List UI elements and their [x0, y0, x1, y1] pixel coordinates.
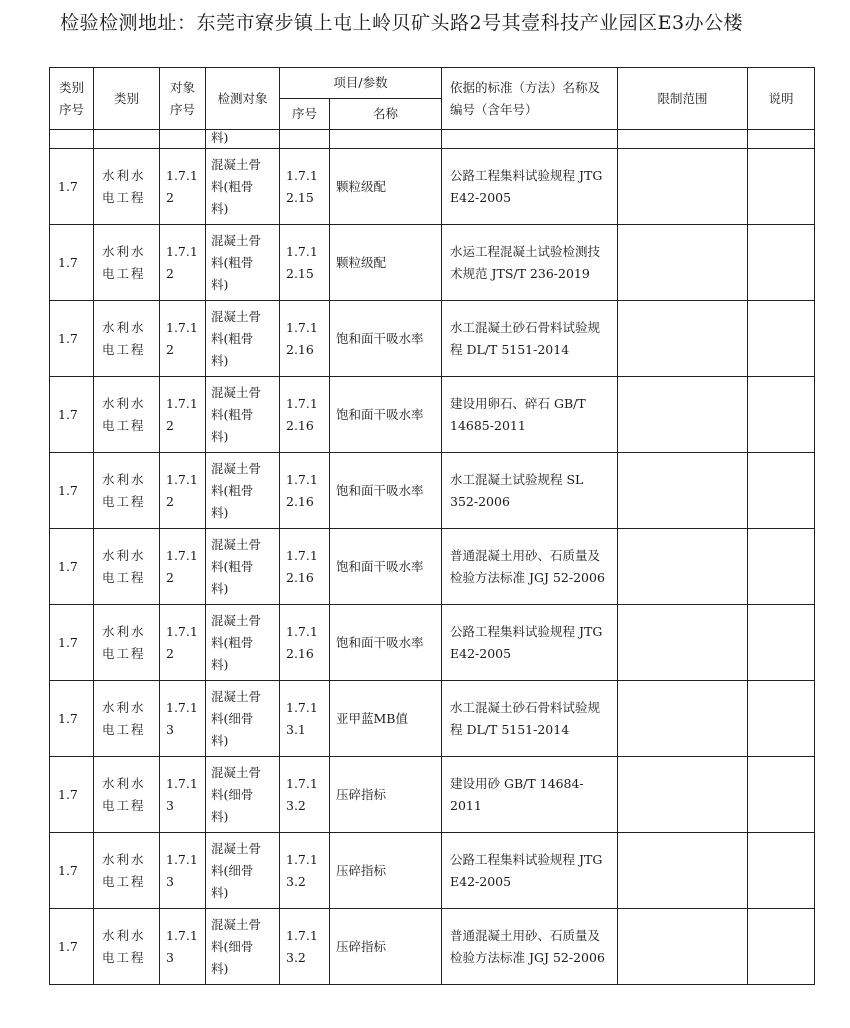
- cell-object-number: 1.7.1 2: [160, 453, 206, 529]
- cell-parameter-name: 颗粒级配: [330, 149, 442, 225]
- cell-category-number: 1.7: [50, 757, 94, 833]
- cell-parameter-number: 1.7.1 2.16: [280, 605, 330, 681]
- cell-category: 水利水 电工程: [94, 529, 160, 605]
- cell-object-number: 1.7.1 3: [160, 681, 206, 757]
- header-note: 说明: [748, 68, 815, 130]
- cell-test-object: 混凝土骨 料(粗骨 料): [206, 149, 280, 225]
- cell-note: [748, 301, 815, 377]
- cell-category-number: 1.7: [50, 909, 94, 985]
- cell-object-number: 1.7.1 3: [160, 757, 206, 833]
- table-row: [50, 681, 815, 757]
- table-row: [50, 833, 815, 909]
- cell-standard: 公路工程集料试验规程 JTG E42-2005: [442, 149, 618, 225]
- cell-standard: 建设用砂 GB/T 14684-2011: [442, 757, 618, 833]
- table-row: [50, 149, 815, 225]
- cell-parameter-number: 1.7.1 2.16: [280, 529, 330, 605]
- cell-category: 水利水 电工程: [94, 377, 160, 453]
- cell-parameter-name: 饱和面干吸水率: [330, 529, 442, 605]
- cell-standard: 水运工程混凝土试验检测技 术规范 JTS/T 236-2019: [442, 225, 618, 301]
- continuation-object-text: 料): [206, 130, 280, 149]
- cell-note: [748, 833, 815, 909]
- cell-limit-scope: [618, 833, 748, 909]
- cell-object-number: 1.7.1 2: [160, 225, 206, 301]
- cell-parameter-number: 1.7.1 2.16: [280, 301, 330, 377]
- page-title: 检验检测地址：东莞市寮步镇上屯上岭贝矿头路2号其壹科技产业园区E3办公楼: [60, 12, 744, 34]
- cell-test-object: 混凝土骨 料(细骨 料): [206, 681, 280, 757]
- cell-object-number: 1.7.1 2: [160, 529, 206, 605]
- cell-category: 水利水 电工程: [94, 681, 160, 757]
- cell-category-number: 1.7: [50, 225, 94, 301]
- cell-limit-scope: [618, 757, 748, 833]
- cell-category-number: 1.7: [50, 605, 94, 681]
- cell-parameter-name: 饱和面干吸水率: [330, 301, 442, 377]
- cell-limit-scope: [618, 225, 748, 301]
- header-category-number: 类别 序号: [50, 68, 94, 130]
- cell-test-object: 混凝土骨 料(粗骨 料): [206, 529, 280, 605]
- cell-category-number: 1.7: [50, 681, 94, 757]
- header-object-number: 对象 序号: [160, 68, 206, 130]
- cell-test-object: 混凝土骨 料(粗骨 料): [206, 377, 280, 453]
- cell-parameter-number: 1.7.1 3.2: [280, 833, 330, 909]
- cell-standard: 公路工程集料试验规程 JTG E42-2005: [442, 605, 618, 681]
- cell-limit-scope: [618, 301, 748, 377]
- cell-parameter-number: 1.7.1 3.2: [280, 909, 330, 985]
- table-row: [50, 757, 815, 833]
- cell-limit-scope: [618, 909, 748, 985]
- cell-note: [748, 377, 815, 453]
- cell-parameter-name: 压碎指标: [330, 757, 442, 833]
- header-category: 类别: [94, 68, 160, 130]
- cell-limit-scope: [618, 681, 748, 757]
- cell-note: [748, 453, 815, 529]
- cell-object-number: 1.7.1 2: [160, 301, 206, 377]
- cell-category: 水利水 电工程: [94, 149, 160, 225]
- cell-standard: 普通混凝土用砂、石质量及 检验方法标准 JGJ 52-2006: [442, 909, 618, 985]
- cell-category: 水利水 电工程: [94, 301, 160, 377]
- cell-limit-scope: [618, 605, 748, 681]
- cell-note: [748, 757, 815, 833]
- table-header-row: [50, 68, 815, 99]
- cell-test-object: 混凝土骨 料(粗骨 料): [206, 605, 280, 681]
- cell-category-number: 1.7: [50, 149, 94, 225]
- cell-object-number: 1.7.1 3: [160, 909, 206, 985]
- cell-standard: 水工混凝土砂石骨料试验规 程 DL/T 5151-2014: [442, 681, 618, 757]
- table-row: [50, 301, 815, 377]
- header-parameter-number: 序号: [280, 99, 330, 130]
- cell-category: 水利水 电工程: [94, 225, 160, 301]
- cell-test-object: 混凝土骨 料(粗骨 料): [206, 225, 280, 301]
- cell-parameter-number: 1.7.1 3.2: [280, 757, 330, 833]
- cell-limit-scope: [618, 377, 748, 453]
- cell-parameter-name: 颗粒级配: [330, 225, 442, 301]
- cell-test-object: 混凝土骨 料(细骨 料): [206, 909, 280, 985]
- cell-parameter-number: 1.7.1 2.16: [280, 377, 330, 453]
- cell-parameter-name: 饱和面干吸水率: [330, 605, 442, 681]
- continuation-row: [50, 130, 815, 149]
- cell-parameter-name: 亚甲蓝MB值: [330, 681, 442, 757]
- header-parameter-name: 名称: [330, 99, 442, 130]
- cell-parameter-number: 1.7.1 3.1: [280, 681, 330, 757]
- cell-object-number: 1.7.1 3: [160, 833, 206, 909]
- cell-standard: 水工混凝土砂石骨料试验规 程 DL/T 5151-2014: [442, 301, 618, 377]
- header-standard: 依据的标准（方法）名称及 编号（含年号）: [442, 68, 618, 130]
- cell-note: [748, 909, 815, 985]
- cell-parameter-name: 饱和面干吸水率: [330, 377, 442, 453]
- cell-parameter-number: 1.7.1 2.16: [280, 453, 330, 529]
- cell-test-object: 混凝土骨 料(细骨 料): [206, 833, 280, 909]
- cell-category-number: 1.7: [50, 377, 94, 453]
- cell-parameter-number: 1.7.1 2.15: [280, 225, 330, 301]
- cell-category: 水利水 电工程: [94, 453, 160, 529]
- cell-note: [748, 681, 815, 757]
- cell-note: [748, 225, 815, 301]
- cell-object-number: 1.7.1 2: [160, 605, 206, 681]
- cell-standard: 水工混凝土试验规程 SL 352-2006: [442, 453, 618, 529]
- table-row: [50, 225, 815, 301]
- header-parameter-group: 项目/参数: [280, 68, 442, 99]
- cell-category-number: 1.7: [50, 453, 94, 529]
- cell-note: [748, 605, 815, 681]
- inspection-scope-table: [49, 67, 815, 985]
- cell-limit-scope: [618, 529, 748, 605]
- cell-limit-scope: [618, 149, 748, 225]
- cell-object-number: 1.7.1 2: [160, 377, 206, 453]
- cell-standard: 建设用卵石、碎石 GB/T 14685-2011: [442, 377, 618, 453]
- cell-test-object: 混凝土骨 料(粗骨 料): [206, 301, 280, 377]
- table-row: [50, 605, 815, 681]
- cell-parameter-name: 压碎指标: [330, 909, 442, 985]
- table-row: [50, 909, 815, 985]
- cell-category-number: 1.7: [50, 833, 94, 909]
- cell-category-number: 1.7: [50, 301, 94, 377]
- cell-standard: 普通混凝土用砂、石质量及 检验方法标准 JGJ 52-2006: [442, 529, 618, 605]
- table-row: [50, 377, 815, 453]
- cell-category: 水利水 电工程: [94, 605, 160, 681]
- cell-parameter-name: 压碎指标: [330, 833, 442, 909]
- cell-category: 水利水 电工程: [94, 757, 160, 833]
- header-test-object: 检测对象: [206, 68, 280, 130]
- cell-test-object: 混凝土骨 料(细骨 料): [206, 757, 280, 833]
- cell-parameter-number: 1.7.1 2.15: [280, 149, 330, 225]
- cell-parameter-name: 饱和面干吸水率: [330, 453, 442, 529]
- cell-note: [748, 529, 815, 605]
- cell-standard: 公路工程集料试验规程 JTG E42-2005: [442, 833, 618, 909]
- cell-limit-scope: [618, 453, 748, 529]
- cell-category-number: 1.7: [50, 529, 94, 605]
- table-row: [50, 529, 815, 605]
- header-limit-scope: 限制范围: [618, 68, 748, 130]
- cell-object-number: 1.7.1 2: [160, 149, 206, 225]
- cell-note: [748, 149, 815, 225]
- cell-category: 水利水 电工程: [94, 909, 160, 985]
- cell-test-object: 混凝土骨 料(粗骨 料): [206, 453, 280, 529]
- table-row: [50, 453, 815, 529]
- cell-category: 水利水 电工程: [94, 833, 160, 909]
